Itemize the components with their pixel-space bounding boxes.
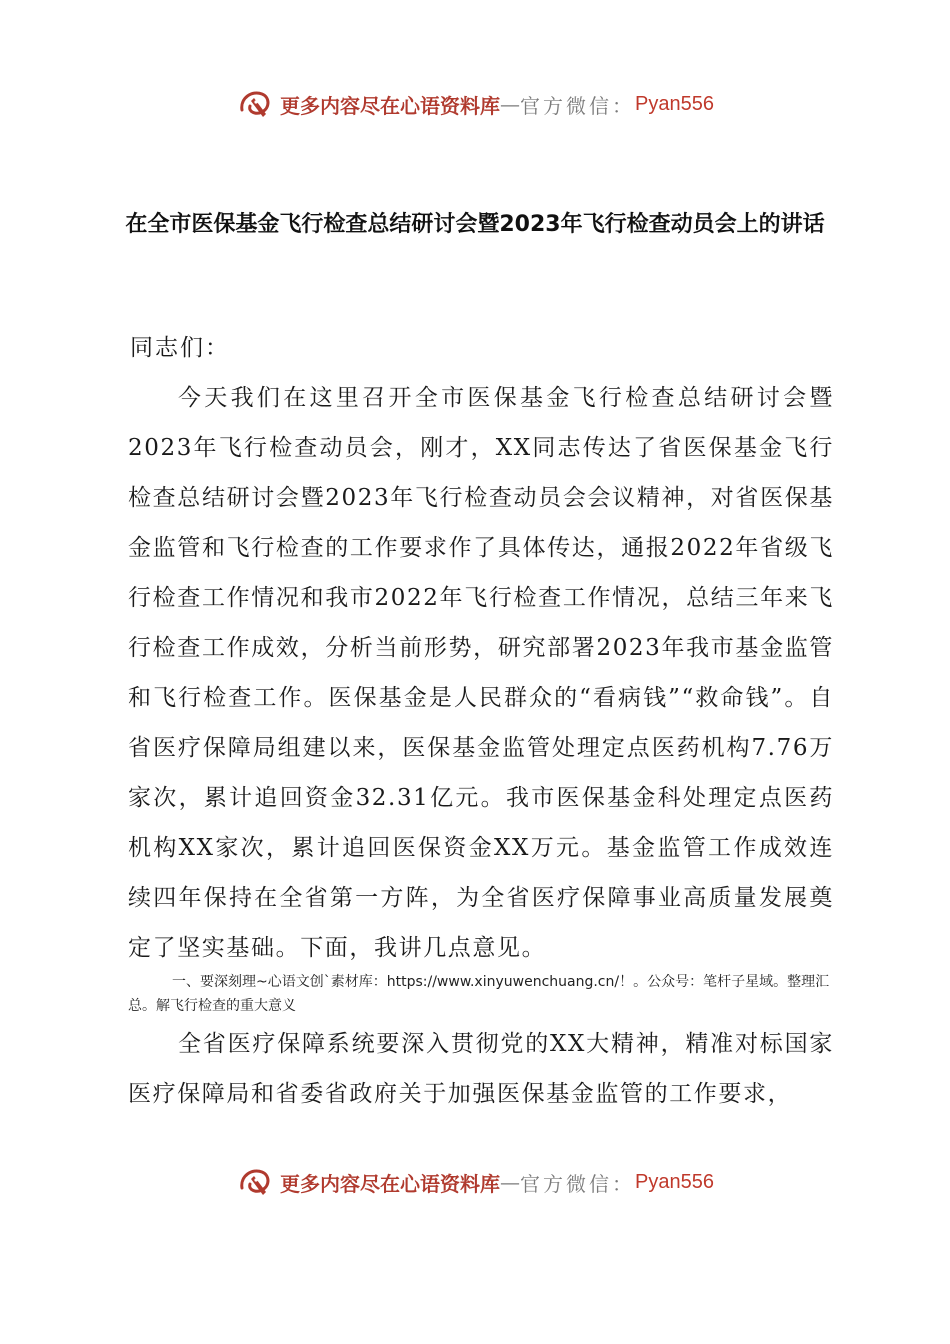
banner-brand-text: 更多内容尽在心语资料库 [280, 93, 501, 118]
header-banner [0, 82, 950, 126]
banner-wechat-id: Pyan556 [635, 92, 714, 115]
section-heading-note: 一、要深刻理~心语文创`素材库：https://www.xinyuwenchuang.cn/！。公众号：笔杆子星域。整理汇总。解飞行检查的重大意义 [128, 974, 830, 1014]
footer-wechat-label: 官方微信： [520, 1171, 636, 1196]
pen-nib-swirl-icon [236, 84, 276, 124]
greeting: 同志们： [130, 335, 230, 361]
banner-dash: — [500, 92, 521, 116]
pen-nib-swirl-icon [236, 1162, 276, 1202]
footer-banner [0, 1160, 950, 1204]
footer-wechat-id: Pyan556 [635, 1170, 714, 1193]
banner-wechat-label: 官方微信： [520, 93, 636, 118]
body-paragraph-1: 今天我们在这里召开全市医保基金飞行检查总结研讨会暨2023年飞行检查动员会，刚才，XX同志传达了省医保基金飞行检查总结研讨会暨2023年飞行检查动员会会议精神，对省医保基金监管和飞行检查的工作要求作了具体传达，通报2022年省级飞行检查工作情况和我市2022年飞行检查工作情况，总结三年来飞行检查工作成效，分析当前形势，研究部署2023年我市基金监管和飞行检查工作。医保基金是人民群众的“看病钱”“救命钱”。自省医疗保障局组建以来，医保基金监管处理定点医药机构7.76万家次，累计追回资金32.31亿元。我市医保基金科处理定点医药机构XX家次，累计追回医保资金XX万元。基金监管工作成效连续四年保持在全省第一方阵，为全省医疗保障事业高质量发展奠定了坚实基础。下面，我讲几点意见。 [128, 385, 834, 961]
document-title: 在全市医保基金飞行检查总结研讨会暨2023年飞行检查动员会上的讲话 [125, 212, 825, 237]
footer-dash: — [500, 1170, 521, 1194]
footer-brand-text: 更多内容尽在心语资料库 [280, 1171, 501, 1196]
body-paragraph-2: 全省医疗保障系统要深入贯彻党的XX大精神，精准对标国家医疗保障局和省委省政府关于加强医保基金监管的工作要求， [128, 1031, 834, 1107]
